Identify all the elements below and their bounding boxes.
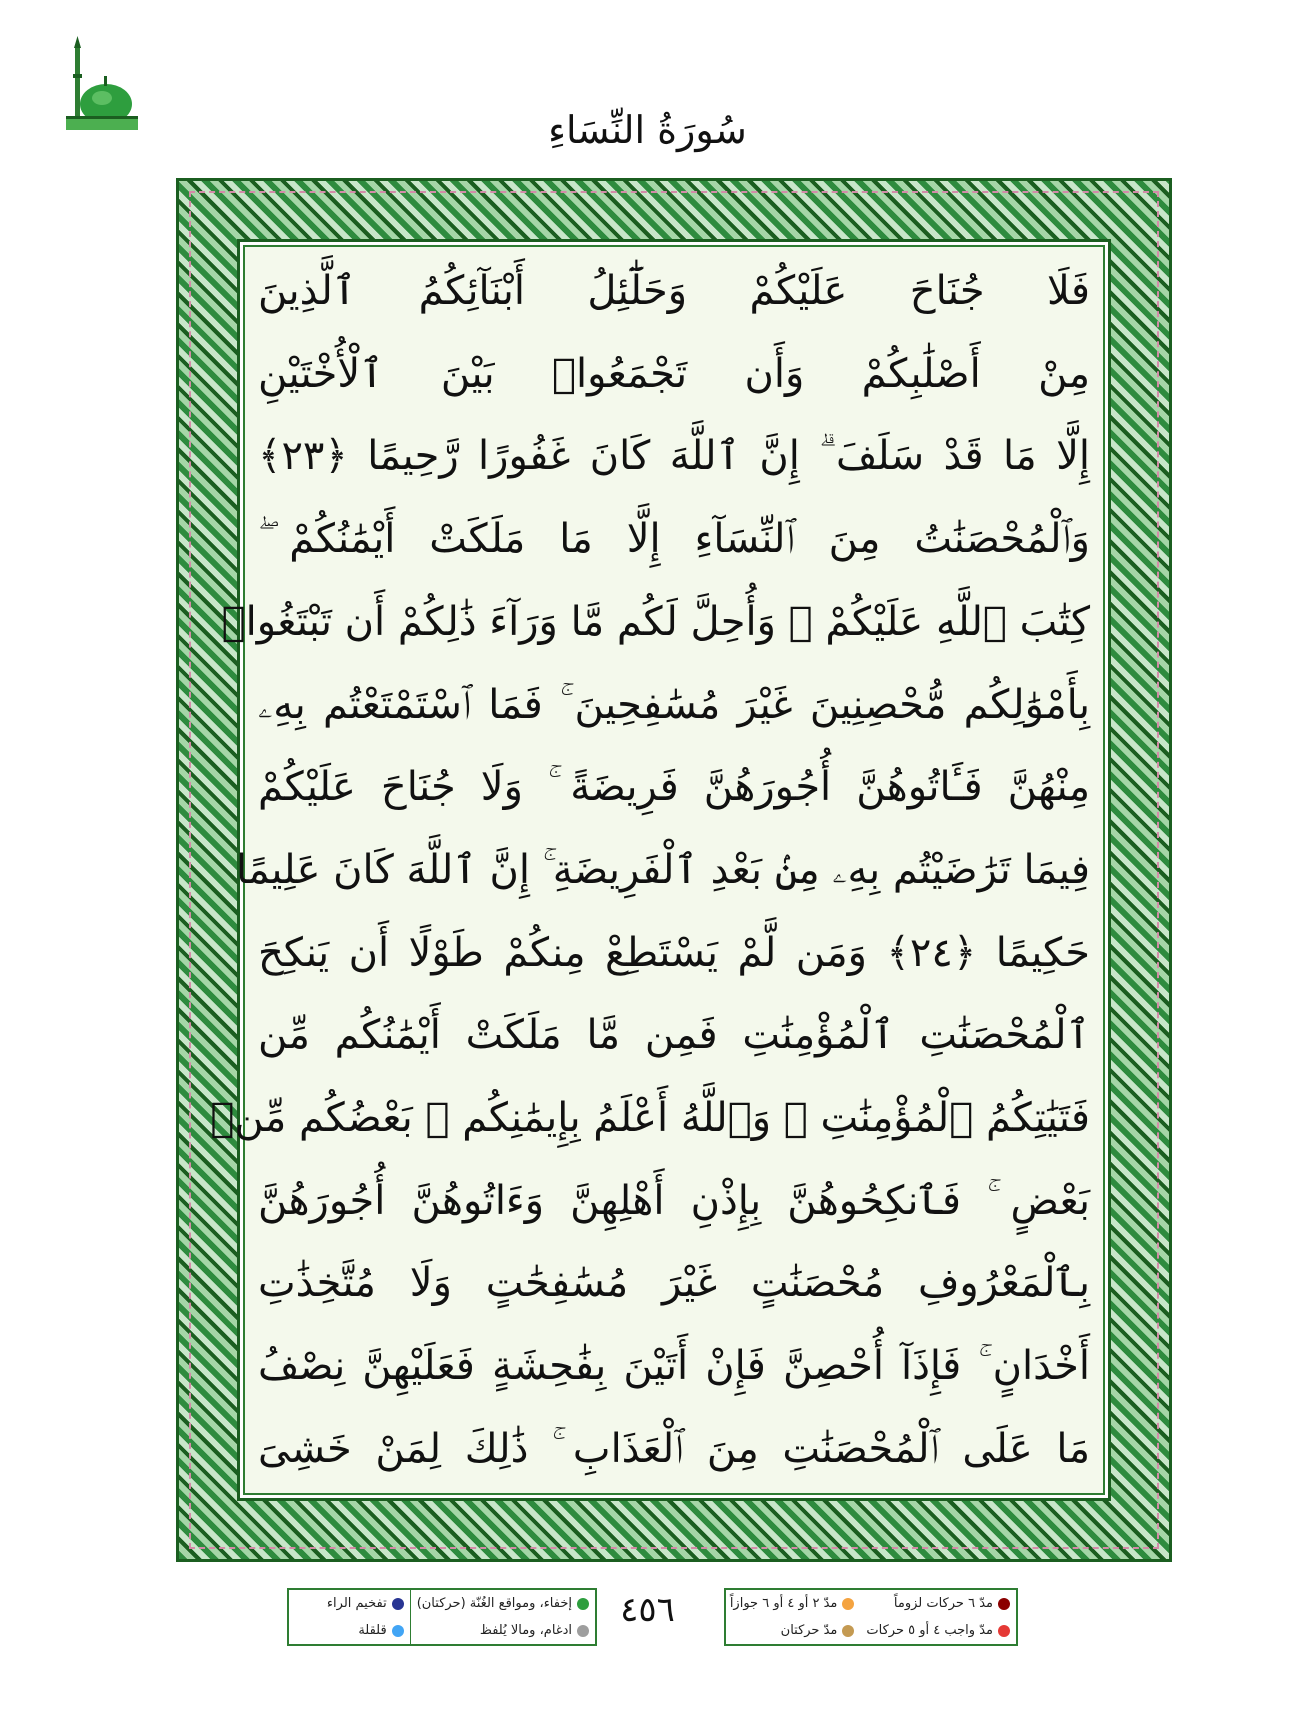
legend-label: تفخيم الراء xyxy=(326,1596,387,1611)
legend-dot-icon xyxy=(842,1625,854,1637)
verse-line: بِأَمْوَٰلِكُم مُّحْصِنِينَ غَيْرَ مُسَٰفِحِينَ ۚ فَمَا ٱسْتَمْتَعْتُم بِهِۦ xyxy=(258,681,1090,728)
verse-lines xyxy=(210,256,1090,1484)
verse-line: إِلَّا مَا قَدْ سَلَفَ ۗ إِنَّ ٱللَّهَ كَانَ غَفُورًا رَّحِيمًا ﴿٢٣﴾ xyxy=(258,433,1090,480)
legend-label: إخفاء، ومواقع الغُنّة (حركتان) xyxy=(416,1596,572,1611)
verse-line: مِنْ أَصْلَٰبِكُمْ وَأَن تَجْمَعُوا۟ بَيْنَ ٱلْأُخْتَيْنِ xyxy=(258,350,1090,397)
legend-dot-icon xyxy=(842,1598,854,1610)
legend-item xyxy=(724,1617,861,1644)
page-number: ٤٥٦ xyxy=(620,1590,675,1630)
legend-label: مدّ حركتان xyxy=(780,1623,838,1638)
legend-item xyxy=(724,1590,861,1617)
legend-label: مدّ واجب ٤ أو ٥ حركات xyxy=(866,1623,993,1638)
legend-dot-icon xyxy=(998,1598,1010,1610)
verse-line: كِتَٰبَ ٱللَّهِ عَلَيْكُمْ ۚ وَأُحِلَّ لَكُم مَّا وَرَآءَ ذَٰلِكُمْ أَن تَبْتَغُوا۟ xyxy=(221,598,1090,645)
ornamental-frame xyxy=(176,178,1172,1562)
verse-line: فَتَيَٰتِكُمُ ٱلْمُؤْمِنَٰتِ ۚ وَٱللَّهُ أَعْلَمُ بِإِيمَٰنِكُم ۚ بَعْضُكُم مِّنۢ xyxy=(210,1095,1090,1142)
legend-item xyxy=(860,1590,1016,1617)
verse-line: فِيمَا تَرَٰضَيْتُم بِهِۦ مِنۢ بَعْدِ ٱلْفَرِيضَةِ ۚ إِنَّ ٱللَّهَ كَانَ عَلِيمًا xyxy=(235,846,1090,893)
verse-line: بَعْضٍ ۚ فَٱنكِحُوهُنَّ بِإِذْنِ أَهْلِهِنَّ وَءَاتُوهُنَّ أُجُورَهُنَّ xyxy=(258,1177,1090,1224)
verse-line: بِٱلْمَعْرُوفِ مُحْصَنَٰتٍ غَيْرَ مُسَٰفِحَٰتٍ وَلَا مُتَّخِذَٰتِ xyxy=(258,1260,1090,1307)
verse-line: مَا عَلَى ٱلْمُحْصَنَٰتِ مِنَ ٱلْعَذَابِ ۚ ذَٰلِكَ لِمَنْ خَشِىَ xyxy=(258,1425,1090,1472)
legend-label: مدّ ٢ أو ٤ أو ٦ جوازاً xyxy=(729,1596,838,1611)
verse-line: مِنْهُنَّ فَـَٔاتُوهُنَّ أُجُورَهُنَّ فَرِيضَةً ۚ وَلَا جُنَاحَ عَلَيْكُمْ xyxy=(258,764,1090,811)
verse-line: وَٱلْمُحْصَنَٰتُ مِنَ ٱلنِّسَآءِ إِلَّا مَا مَلَكَتْ أَيْمَٰنُكُمْ ۖ xyxy=(258,516,1090,563)
verse-line: حَكِيمًا ﴿٢٤﴾ وَمَن لَّمْ يَسْتَطِعْ مِنكُمْ طَوْلًا أَن يَنكِحَ xyxy=(258,929,1090,976)
text-panel xyxy=(210,239,1111,1501)
surah-title: سُورَةُ النِّسَاءِ xyxy=(548,108,747,152)
verse-line: فَلَا جُنَاحَ عَلَيْكُمْ وَحَلَٰٓئِلُ أَبْنَآئِكُمُ ٱلَّذِينَ xyxy=(258,268,1090,314)
verse-line: ٱلْمُحْصَنَٰتِ ٱلْمُؤْمِنَٰتِ فَمِن مَّا مَلَكَتْ أَيْمَٰنُكُم مِّن xyxy=(258,1012,1090,1059)
legend-dot-icon xyxy=(998,1625,1010,1637)
legend-item xyxy=(860,1617,1016,1644)
legend-label: ادغام، ومالا يُلفظ xyxy=(479,1623,572,1638)
tajweed-legend-right xyxy=(724,1588,1018,1646)
verse-line: أَخْدَانٍ ۚ فَإِذَآ أُحْصِنَّ فَإِنْ أَتَيْنَ بِفَٰحِشَةٍ فَعَلَيْهِنَّ نِصْفُ xyxy=(258,1343,1090,1390)
legend-label: قلقلة xyxy=(358,1623,387,1638)
legend-label: مدّ ٦ حركات لزوماً xyxy=(893,1596,993,1611)
